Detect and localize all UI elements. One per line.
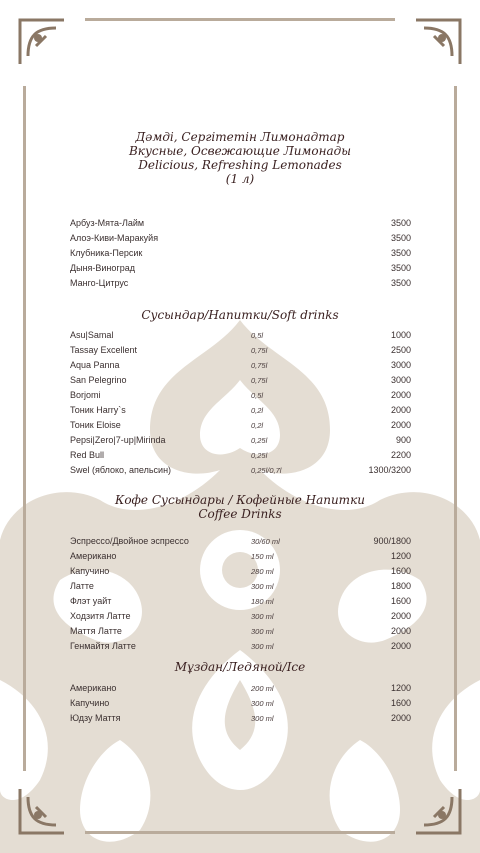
item-name: Флэт уайт <box>70 596 112 606</box>
item-name: Swel (яблоко, апельсин) <box>70 465 172 475</box>
item-name: Клубника-Персик <box>70 248 143 258</box>
list-item <box>70 343 411 358</box>
item-name: Манго-Цитрус <box>70 278 129 288</box>
item-price: 900 <box>395 435 411 445</box>
item-name: Арбуз-Мята-Лайм <box>70 218 145 228</box>
list-item <box>70 231 411 246</box>
item-price: 1200 <box>390 683 411 693</box>
list-item <box>70 403 411 418</box>
list-item <box>70 276 411 291</box>
item-name: Дыня-Виноград <box>70 263 135 273</box>
item-volume: 300 ml <box>251 582 274 591</box>
item-name: Эспрессо/Двойное эспрессо <box>70 536 189 546</box>
item-price: 3500 <box>390 248 411 258</box>
list-item <box>70 579 411 594</box>
lemonades-title-kz: Дәмді, Сергітетін Лимонадтар <box>135 130 345 144</box>
lemonades-title-en: Delicious, Refreshing Lemonades <box>138 158 342 172</box>
list-item <box>70 594 411 609</box>
item-name: Aqua Panna <box>70 360 120 370</box>
item-name: Юдзу Маття <box>70 713 121 723</box>
ice-drinks-title: Мұздан/Ледяной/Ice <box>174 660 306 674</box>
item-price: 3500 <box>390 278 411 288</box>
item-volume: 0,75l <box>251 361 268 370</box>
list-item <box>70 609 411 624</box>
item-price: 1600 <box>390 698 411 708</box>
item-price: 3500 <box>390 263 411 273</box>
item-price: 2000 <box>390 405 411 415</box>
item-name: Американо <box>70 683 117 693</box>
item-price: 1600 <box>390 566 411 576</box>
item-volume: 0,5l <box>251 331 264 340</box>
corner-ornament-bottom-right <box>412 785 464 837</box>
list-item <box>70 433 411 448</box>
item-price: 1200 <box>390 551 411 561</box>
list-item <box>70 711 411 726</box>
list-item <box>70 328 411 343</box>
list-item <box>70 624 411 639</box>
item-volume: 300 ml <box>251 627 274 636</box>
item-name: San Pelegrino <box>70 375 127 385</box>
item-volume: 150 ml <box>251 552 274 561</box>
list-item <box>70 681 411 696</box>
item-name: Капучино <box>70 698 110 708</box>
item-price: 900/1800 <box>373 536 411 546</box>
item-name: Ходзитя Латте <box>70 611 131 621</box>
item-volume: 300 ml <box>251 642 274 651</box>
coffee-title-line-2: Coffee Drinks <box>198 507 282 521</box>
item-price: 1800 <box>390 581 411 591</box>
item-volume: 300 ml <box>251 612 274 621</box>
item-price: 2200 <box>390 450 411 460</box>
lemonades-title-ru: Вкусные, Освежающие Лимонады <box>128 144 352 158</box>
coffee-title <box>0 493 480 521</box>
list-item <box>70 246 411 261</box>
item-volume: 30/60 ml <box>251 537 280 546</box>
corner-ornament-top-right <box>412 16 464 68</box>
item-volume: 280 ml <box>251 567 274 576</box>
item-volume: 0,25l/0,7l <box>251 466 282 475</box>
corner-ornament-top-left <box>16 16 68 68</box>
item-price: 2000 <box>390 626 411 636</box>
item-volume: 0,25l <box>251 436 268 445</box>
soft-drinks-title: Сусындар/Напитки/Soft drinks <box>141 308 339 322</box>
list-item <box>70 373 411 388</box>
item-volume: 0,5l <box>251 391 264 400</box>
item-name: Тоник Harry`s <box>70 405 126 415</box>
list-item <box>70 448 411 463</box>
item-volume: 200 ml <box>251 684 274 693</box>
item-price: 3000 <box>390 375 411 385</box>
item-price: 2000 <box>390 611 411 621</box>
item-price: 1000 <box>390 330 411 340</box>
corner-ornament-bottom-left <box>16 785 68 837</box>
frame-top-line <box>85 18 395 21</box>
lemonades-title-volume: (1 л) <box>225 172 255 186</box>
list-item <box>70 388 411 403</box>
item-price: 3500 <box>390 233 411 243</box>
item-price: 3500 <box>390 218 411 228</box>
item-name: Тоник Eloise <box>70 420 121 430</box>
list-item <box>70 549 411 564</box>
coffee-title-line-1: Кофе Сусындары / Кофейные Напитки <box>115 493 365 507</box>
item-name: Капучино <box>70 566 110 576</box>
item-price: 2000 <box>390 390 411 400</box>
list-item <box>70 564 411 579</box>
list-item <box>70 216 411 231</box>
item-price: 1300/3200 <box>368 465 411 475</box>
item-price: 1600 <box>390 596 411 606</box>
list-item <box>70 418 411 433</box>
item-volume: 0,2l <box>251 421 264 430</box>
item-name: Американо <box>70 551 117 561</box>
item-price: 2000 <box>390 420 411 430</box>
list-item <box>70 534 411 549</box>
item-volume: 300 ml <box>251 714 274 723</box>
list-item <box>70 463 411 478</box>
list-item <box>70 639 411 654</box>
list-item <box>70 261 411 276</box>
lemonades-title <box>0 130 480 186</box>
item-volume: 0,75l <box>251 346 268 355</box>
item-name: Pepsi|Zero|7-up|Mirinda <box>70 435 166 445</box>
item-name: Red Bull <box>70 450 105 460</box>
item-price: 3000 <box>390 360 411 370</box>
item-name: Borjomi <box>70 390 101 400</box>
item-name: Алоэ-Киви-Маракуйя <box>70 233 159 243</box>
list-item <box>70 696 411 711</box>
item-name: Asu|Samal <box>70 330 114 340</box>
frame-bottom-line <box>85 831 395 834</box>
item-volume: 0,25l <box>251 451 268 460</box>
item-price: 2000 <box>390 641 411 651</box>
item-price: 2000 <box>390 713 411 723</box>
item-volume: 0,75l <box>251 376 268 385</box>
item-price: 2500 <box>390 345 411 355</box>
item-volume: 300 ml <box>251 699 274 708</box>
item-volume: 0,2l <box>251 406 264 415</box>
item-name: Tassay Excellent <box>70 345 138 355</box>
item-name: Генмайтя Латте <box>70 641 136 651</box>
item-volume: 180 ml <box>251 597 274 606</box>
list-item <box>70 358 411 373</box>
item-name: Латте <box>70 581 94 591</box>
item-name: Маття Латте <box>70 626 122 636</box>
